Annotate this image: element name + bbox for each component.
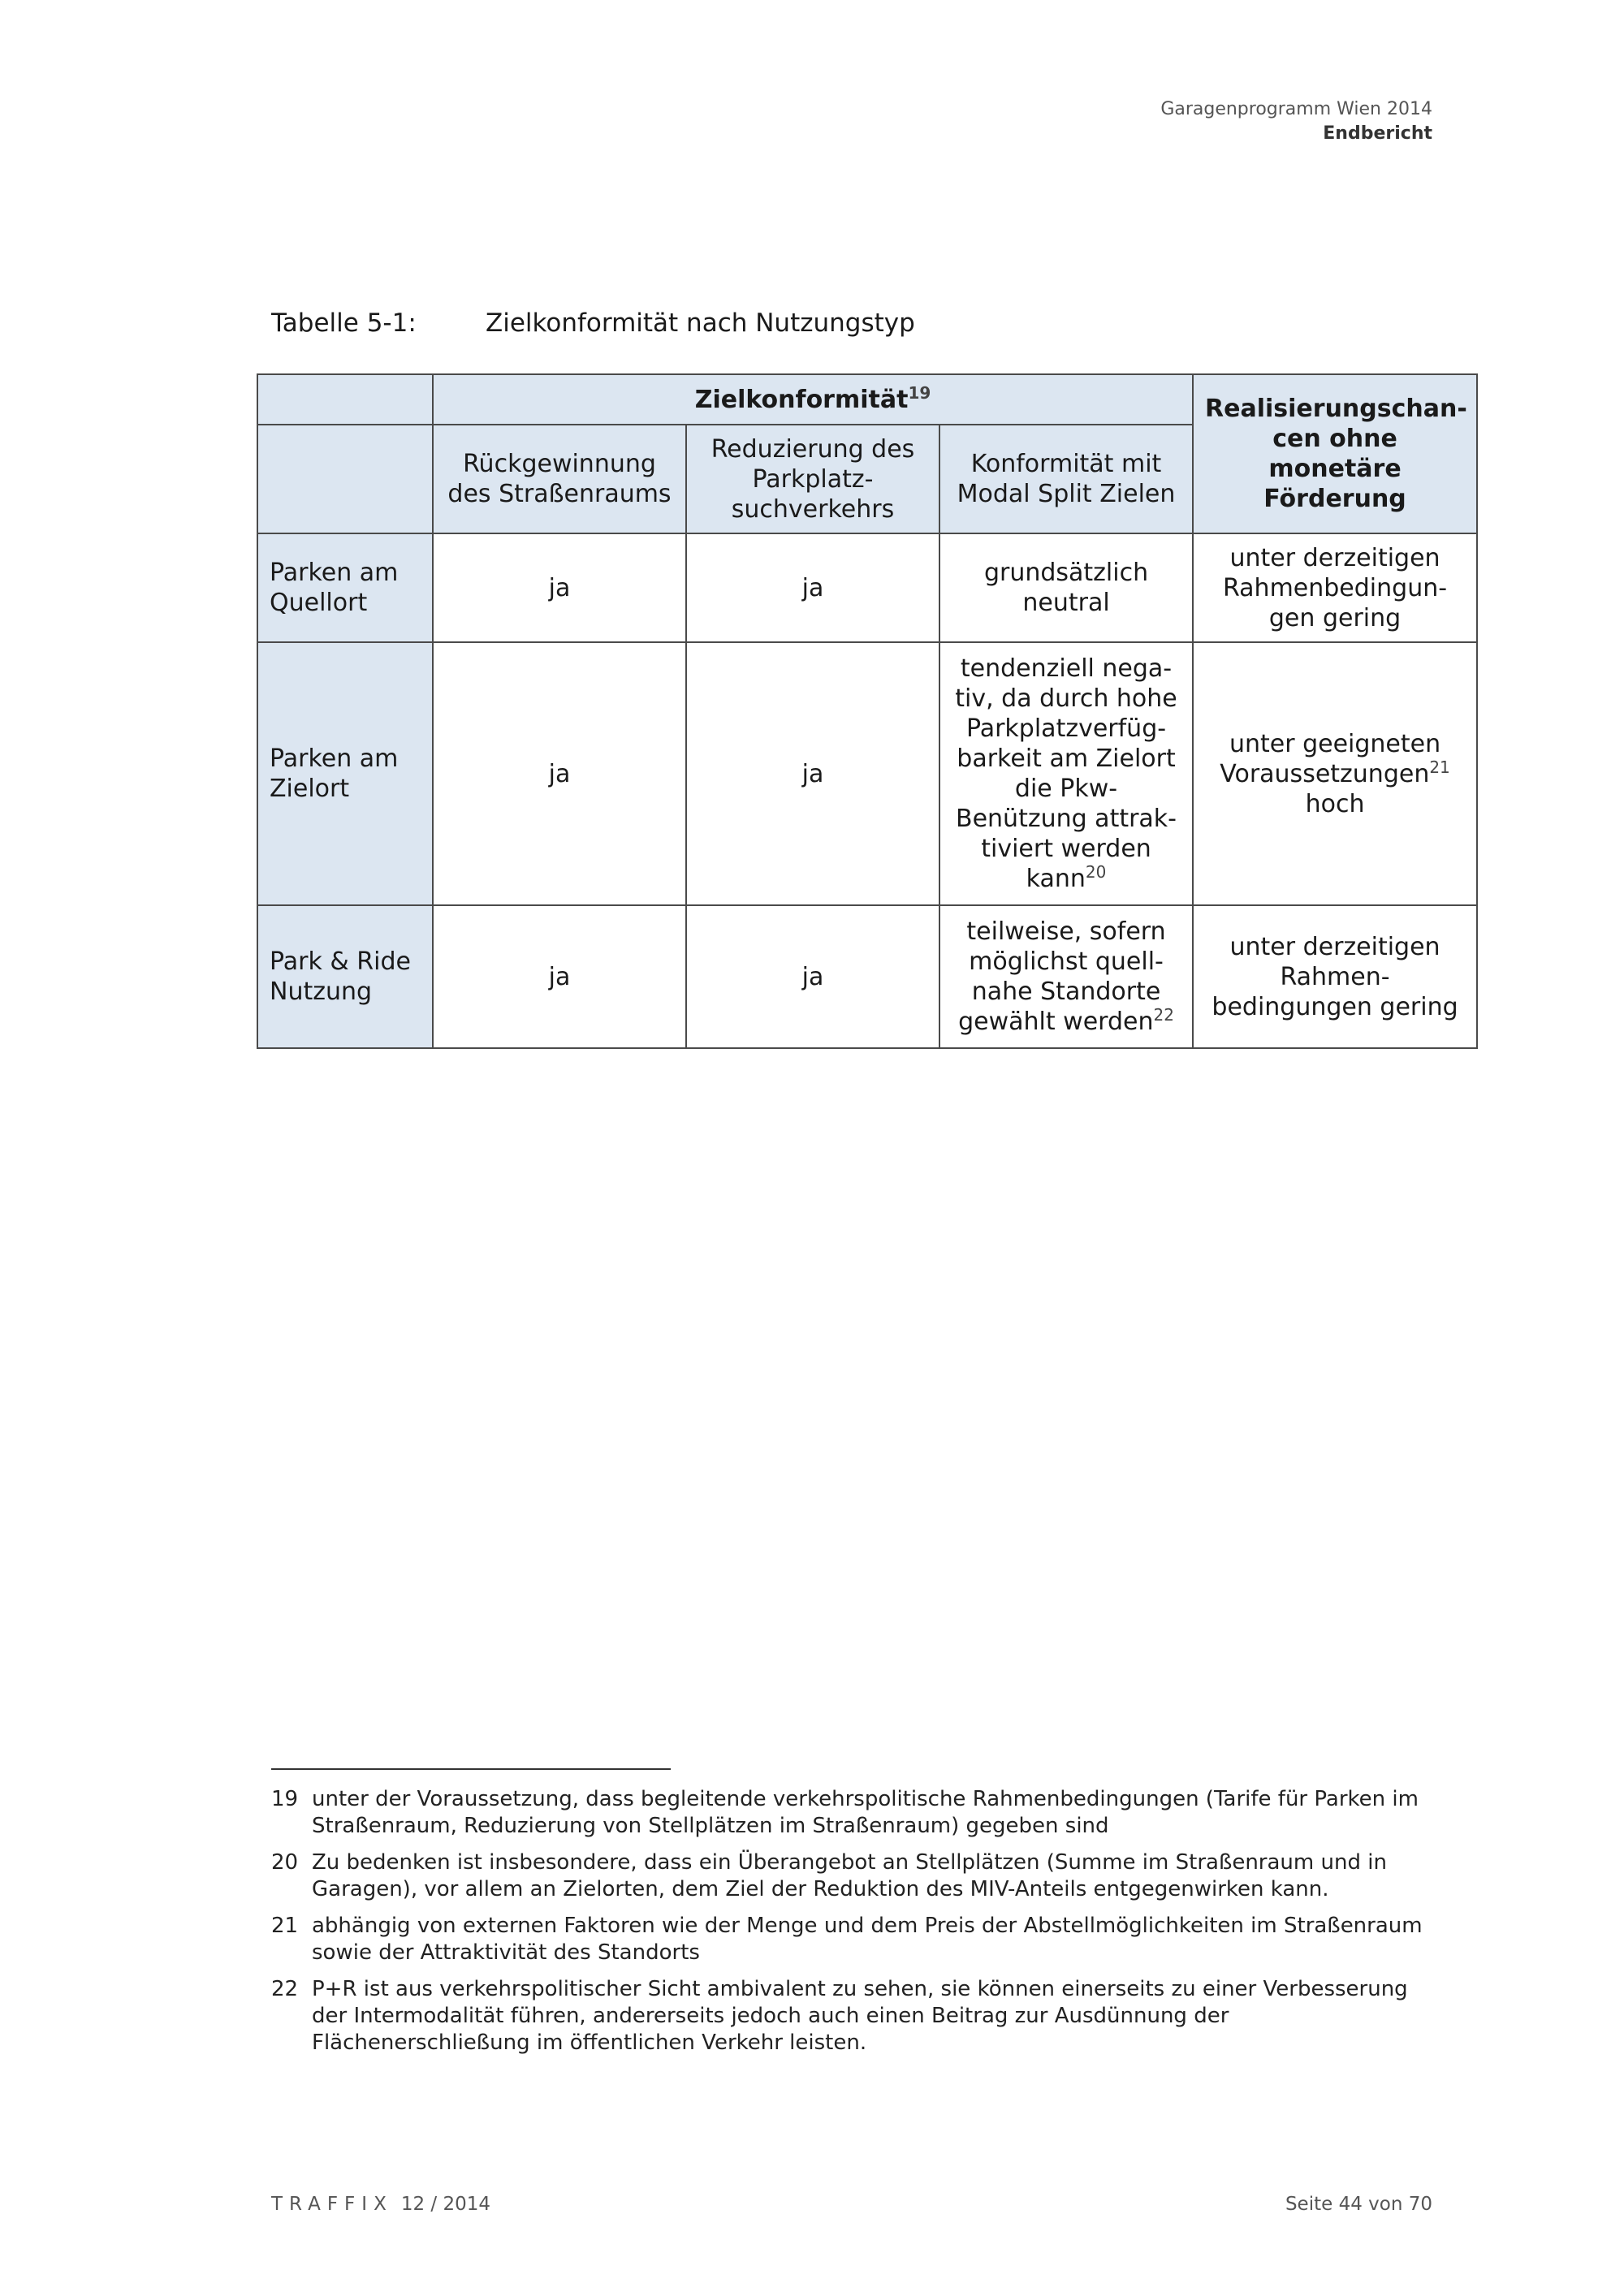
table-row [257,533,1477,642]
cell-text: unter geeigneten Voraussetzungen [1220,729,1441,788]
corner-cell [257,374,433,425]
column-header: Reduzierung des Parkplatz-suchverkehrs [686,425,939,533]
table-caption [271,309,915,338]
table-cell [939,642,1193,905]
footnote-text: Zu bedenken ist insbesondere, dass ein Überangebot an Stellplätzen (Summe im Straßenraum und in Garagen), vor allem an Zielorten, dem Ziel der Reduktion des MIV-Anteils entgegenwirken kann. [312,1850,1387,1901]
footnote-number: 20 [271,1850,299,1875]
cell-text: tendenziell nega-tiv, da durch hohe Parkplatzverfüg-barkeit am Zielort die Pkw-Benützung attrak-tiviert werden kann [955,654,1177,893]
column-header: Rückgewinnung des Straßenraums [433,425,686,533]
cell-text: grundsätzlich neutral [983,559,1149,617]
cell-text: hoch [1305,789,1365,818]
table-cell [1193,905,1477,1048]
table-row [257,905,1477,1048]
cell-text: teilweise, sofern möglichst quell-nahe Standorte gewählt werden [958,917,1166,1036]
table-cell: ja [686,642,939,905]
document-title: Garagenprogramm Wien 2014 [1160,99,1432,119]
footnote [271,1786,1432,1840]
page-footer-left [271,2194,490,2215]
footnote [271,1913,1432,1966]
table-cell [939,533,1193,642]
table-row [257,642,1477,905]
footnote-number: 21 [271,1914,299,1938]
footnote-number: 22 [271,1977,299,2001]
table-cell: ja [686,905,939,1048]
footnote-text: unter der Voraussetzung, dass begleitende verkehrspolitische Rahmenbedingungen (Tarife für Parken im Straßenraum, Reduzierung von Stellplätzen im Straßenraum) gegeben sind [312,1787,1419,1838]
footnote-ref-21: 21 [1429,757,1450,777]
footer-date: 12 / 2014 [400,2194,491,2215]
realisation-header-text: Realisierungschan-cen ohne monetäre Förderung [1205,395,1467,513]
group-header-text: Zielkonformität [694,385,909,414]
cell-text: unter derzeitigen Rahmenbedingun-gen gering [1222,543,1448,632]
document-subtitle: Endbericht [1323,123,1432,144]
footnote-divider [271,1768,671,1770]
conformity-table [257,373,1478,1049]
company-brand: TRAFFIX [271,2194,393,2215]
table-cell: ja [433,642,686,905]
footnote-ref-22: 22 [1153,1005,1174,1025]
group-header-cell [433,374,1193,425]
table-cell [1193,642,1477,905]
footnote [271,1849,1432,1903]
table-cell [939,905,1193,1048]
realisation-header-cell [1193,374,1477,533]
table-caption-text: Zielkonformität nach Nutzungstyp [486,309,915,338]
cell-text: unter derzeitigen Rahmen-bedingungen gering [1212,932,1458,1021]
row-label: Park & Ride Nutzung [257,905,433,1048]
column-header: Konformität mit Modal Split Zielen [939,425,1193,533]
footnote-text: P+R ist aus verkehrspolitischer Sicht ambivalent zu sehen, sie können einerseits zu einer Verbesserung der Intermodalität führen, andererseits jedoch auch einen Beitrag zur Ausdünnung der Flächenerschließung im öffentlichen Verkehr leisten. [312,1977,1408,2055]
footnote [271,1976,1432,2056]
footnote-text: abhängig von externen Faktoren wie der Menge und dem Preis der Abstellmöglichkeiten im Straßenraum sowie der Attraktivität des Standorts [312,1914,1423,1965]
page-header [1160,97,1432,146]
corner-cell-lower [257,425,433,533]
table-header-row [257,374,1477,425]
footnote-ref-20: 20 [1085,862,1107,882]
row-label: Parken am Quellort [257,533,433,642]
table-cell: ja [433,533,686,642]
table-cell [1193,533,1477,642]
table-caption-label: Tabelle 5-1: [271,309,417,338]
row-label: Parken am Zielort [257,642,433,905]
page-number: Seite 44 von 70 [1285,2194,1432,2215]
table-cell: ja [686,533,939,642]
footnote-ref-19: 19 [908,382,931,403]
footnotes [271,1786,1432,2066]
table-cell: ja [433,905,686,1048]
footnote-number: 19 [271,1787,299,1811]
